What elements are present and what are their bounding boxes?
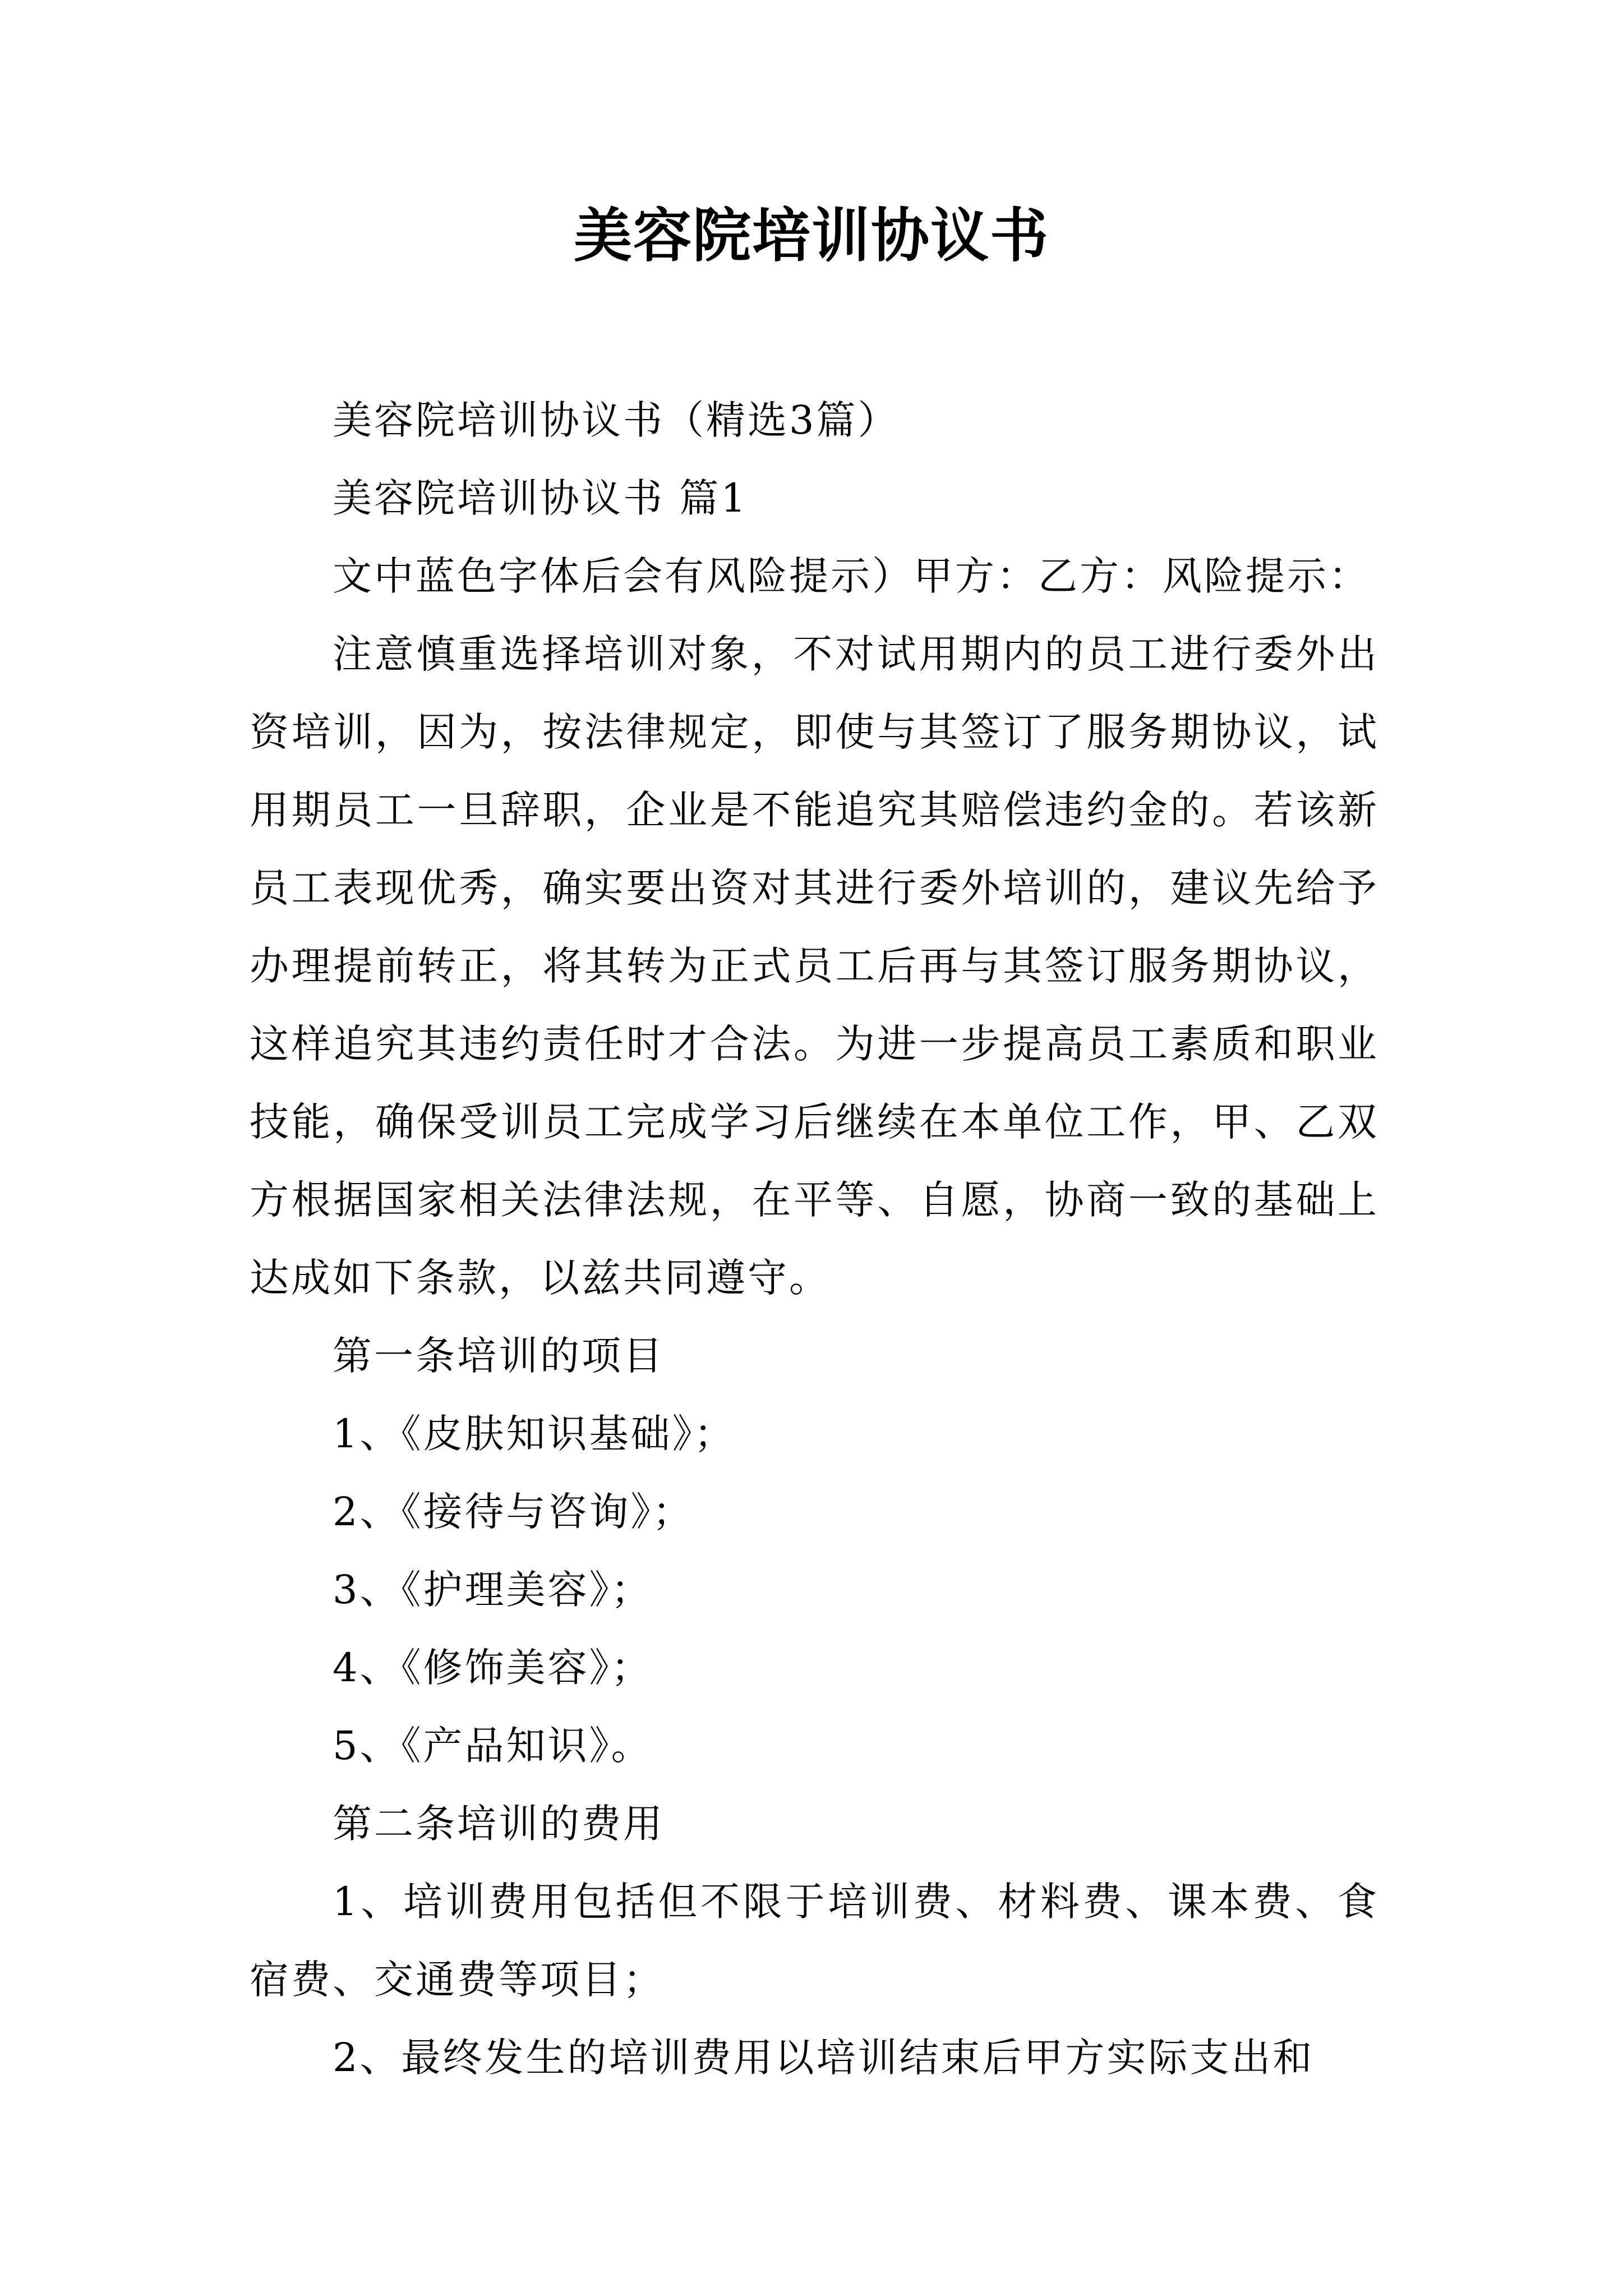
- document-body: [250, 381, 1379, 2097]
- list-item: 4、《修饰美容》；: [333, 1645, 653, 1691]
- list-item: 2、《接待与咨询》；: [333, 1489, 694, 1535]
- paragraph-risk-notice: 注意慎重选择培训对象，不对试用期内的员工进行委外出资培训，因为，按法律规定，即使与其签订了服务期协议，试用期员工一旦辞职，企业是不能追究其赔偿违约金的。若该新员工表现优秀，确实要出资对其进行委外培训的，建议先给予办理提前转正，将其转为正式员工后再与其签订服务期协议，这样追究其违约责任时才合法。为进一步提高员工素质和职业技能，确保受训员工完成学习后继续在本单位工作，甲、乙双方根据国家相关法律法规，在平等、自愿，协商一致的基础上达成如下条款，以兹共同遵守。: [250, 631, 1379, 1301]
- paragraph-selection-note: 美容院培训协议书（精选3篇）: [333, 397, 900, 443]
- list-item: 1、《皮肤知识基础》；: [333, 1411, 736, 1457]
- list-item: 5、《产品知识》。: [333, 1723, 653, 1769]
- paragraph-section-heading: 美容院培训协议书 篇1: [333, 475, 748, 521]
- article-1-heading: 第一条培训的项目: [333, 1333, 665, 1379]
- list-item: 2、最终发生的培训费用以培训结束后甲方实际支出和: [333, 2035, 1315, 2081]
- list-item: 3、《护理美容》；: [333, 1567, 653, 1613]
- article-2-heading: 第二条培训的费用: [333, 1801, 665, 1847]
- paragraph-parties: 文中蓝色字体后会有风险提示）甲方：乙方：风险提示：: [333, 553, 1370, 599]
- list-item: 1、培训费用包括但不限于培训费、材料费、课本费、食宿费、交通费等项目；: [250, 1879, 1379, 2003]
- document-title: 美容院培训协议书: [573, 201, 1049, 270]
